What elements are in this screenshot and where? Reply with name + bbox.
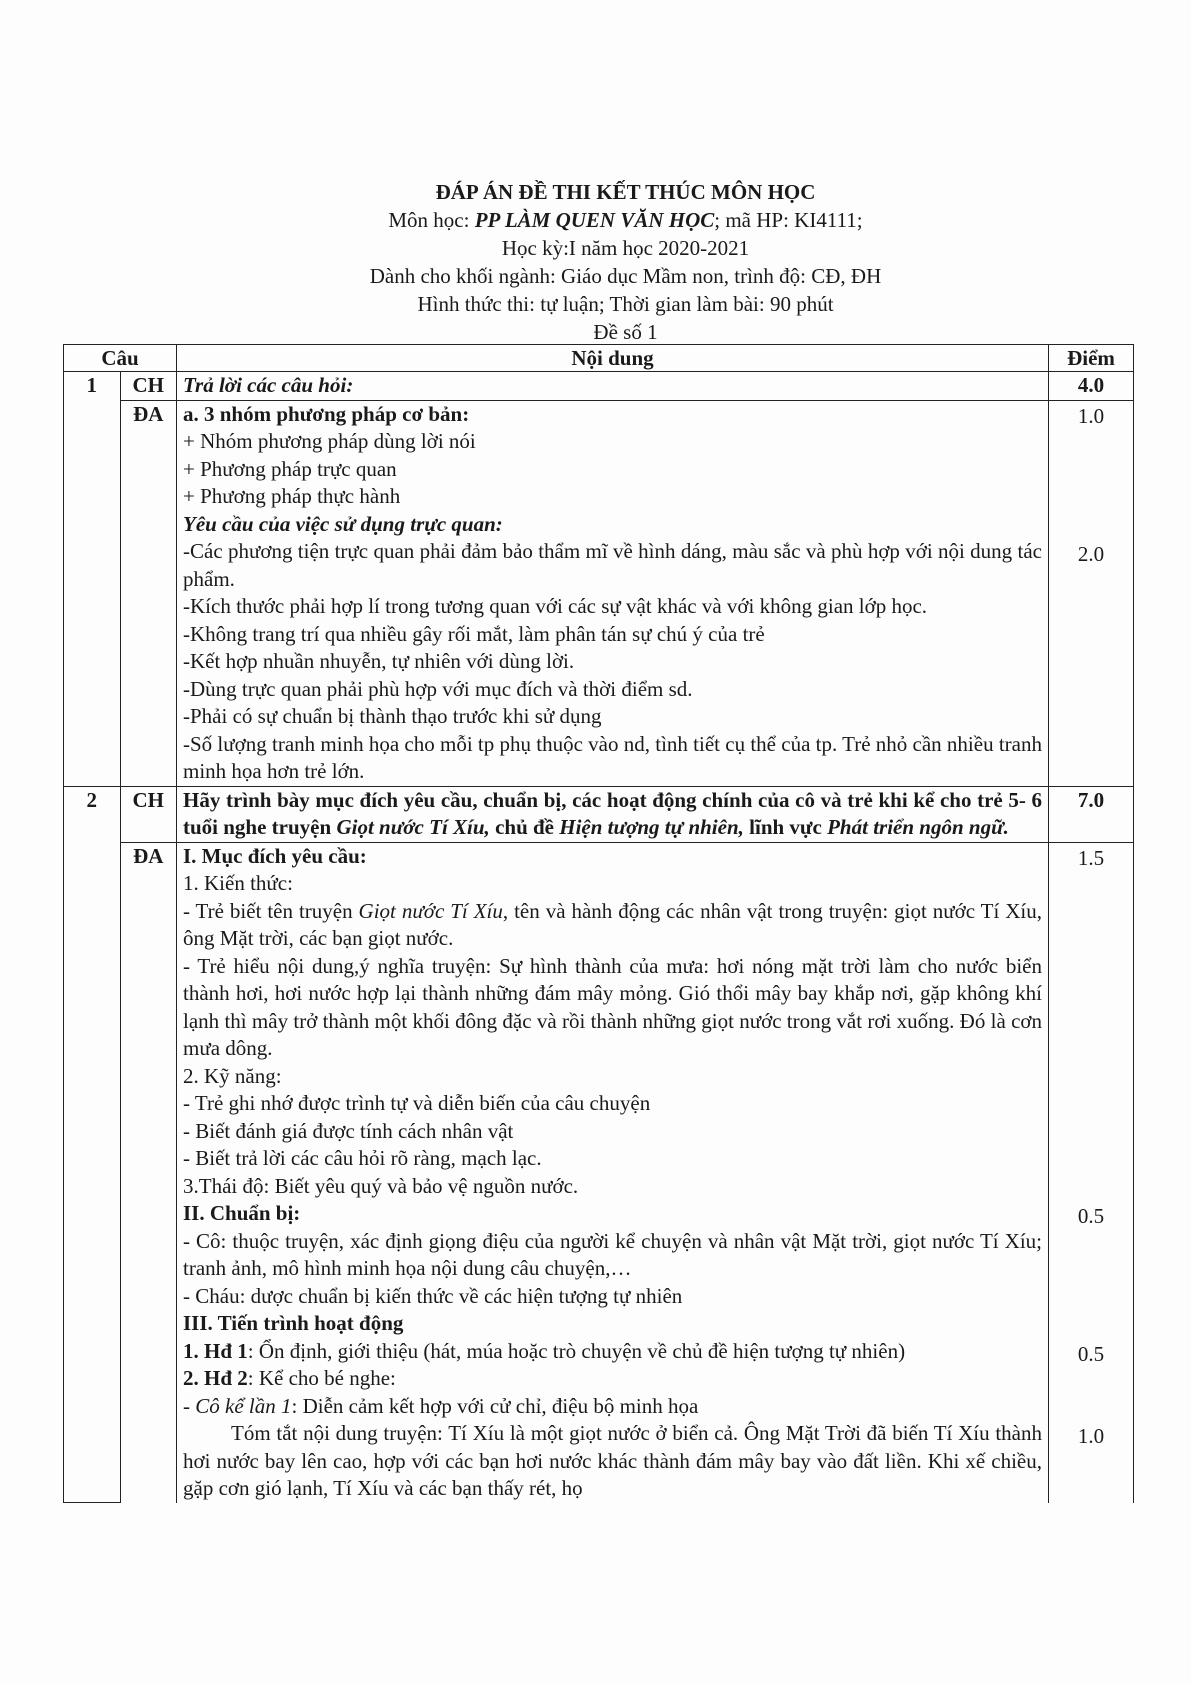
- q2-activity-label: 2. Hđ 2: [183, 1366, 248, 1390]
- subject-name: PP LÀM QUEN VĂN HỌC: [474, 208, 715, 232]
- subject-code: ; mã HP: KI4111;: [714, 208, 863, 232]
- semester-line: Học kỳ:I năm học 2020-2021: [501, 236, 750, 260]
- q2-ch-tag: CH: [120, 786, 177, 842]
- q1-answer-line: + Phương pháp thực hành: [183, 484, 401, 508]
- q1-answer-subheading: Yêu cầu của việc sử dụng trực quan:: [183, 511, 503, 536]
- q1-answer-line: -Số lượng tranh minh họa cho mỗi tp phụ thuộc vào nd, tình tiết cụ thể của tp. Trẻ nhỏ cần nhiều tranh minh họa hơn trẻ lớn.: [183, 731, 1042, 783]
- q2-question: [177, 786, 1049, 842]
- q2-da-row: [64, 842, 1134, 1503]
- q1-score-b: 2.0: [1077, 541, 1105, 566]
- q1-da-tag: ĐA: [120, 400, 177, 786]
- q2-answer-line: [183, 1365, 1042, 1393]
- q2-answer-line: - Biết đánh giá được tính cách nhân vật: [183, 1118, 514, 1143]
- q2-score: 7.0: [1049, 786, 1134, 842]
- q2-story-title: Giọt nước Tí Xíu,: [336, 815, 490, 839]
- q1-answer-scores: [1049, 400, 1134, 786]
- q1-number: 1: [64, 372, 121, 787]
- q2-score-prep: 0.5: [1077, 1203, 1105, 1228]
- document-title: ĐÁP ÁN ĐỀ THI KẾT THÚC MÔN HỌC: [435, 180, 816, 204]
- q2-score-summary: 1.0: [1077, 1423, 1105, 1448]
- q2-subheading: 2. Kỹ năng:: [183, 1063, 282, 1088]
- q1-answer-line: + Phương pháp trực quan: [183, 456, 397, 481]
- q1-answer-line: -Không trang trí qua nhiều gây rối mắt, làm phân tán sự chú ý của trẻ: [183, 621, 765, 646]
- q2-answer-line: [183, 1338, 1042, 1366]
- answer-table: [63, 344, 1134, 1503]
- q1-answer-line: -Kết hợp nhuần nhuyễn, tự nhiên với dùng lời.: [183, 649, 575, 673]
- q2-ch-row: [64, 786, 1134, 842]
- q1-da-row: [64, 400, 1134, 786]
- q2-question-text: Hãy trình bày mục đích yêu cầu, chuẩn bị, các hoạt động chính của cô và trẻ khi kể cho trẻ 5- 6 tuổi nghe truyện: [183, 787, 1042, 839]
- q1-score: 4.0: [1049, 372, 1134, 401]
- q2-summary: Tóm tắt nội dung truyện: Tí Xíu là một giọt nước ở biển cả. Ông Mặt Trời đã biến Tí Xíu thành hơi nước bay lên cao, hợp với các bạn hơi nước khác thành đám mây bay vào đất liền. Khi xế chiều, gặp cơn gió lạnh, Tí Xíu và các bạn thấy rét, họ: [183, 1421, 1042, 1500]
- q2-italic-label: - Cô kể lần 1: [183, 1393, 292, 1418]
- q2-story-title-italic: Giọt nước Tí Xíu: [358, 898, 503, 923]
- q1-ch-tag: CH: [120, 372, 177, 401]
- q2-answer-line: [183, 898, 1042, 953]
- q2-field: Phát triển ngôn ngữ.: [827, 815, 1009, 839]
- q2-score-purpose: 1.5: [1077, 845, 1105, 870]
- q2-heading-activities: III. Tiến trình hoạt động: [183, 1311, 404, 1335]
- q2-answer-line: - Trẻ hiểu nội dung,ý nghĩa truyện: Sự hình thành của mưa: hơi nóng mặt trời làm cho nước biển thành hơi, hơi nước hợp lại thành những đám mây mỏng. Gió thổi mây bay khắp nơi, gặp không khí lạnh thì mây trở thành một khối đông đặc và rồi thành những giọt nước trong vắt rơi xuống. Đó là cơn mưa dông.: [183, 953, 1042, 1060]
- q2-answer-line: 3.Thái độ: Biết yêu quý và bảo vệ nguồn nước.: [183, 1173, 579, 1198]
- q1-answer-line: -Kích thước phải hợp lí trong tương quan với các sự vật khác và với không gian lớp học.: [183, 594, 928, 618]
- q2-text: , tên và hành động các nhân vật trong truyện: giọt nước Tí Xíu, ông Mặt trời, các bạn giọt nước.: [183, 898, 1042, 950]
- table-header-row: [64, 345, 1134, 372]
- q1-answer: [177, 400, 1049, 786]
- q2-text: : Kể cho bé nghe:: [247, 1366, 396, 1390]
- q2-heading-purpose: I. Mục đích yêu cầu:: [183, 843, 367, 868]
- header-noidung: Nội dung: [177, 345, 1049, 372]
- subject-line: [60, 206, 1191, 234]
- q1-answer-line: -Phải có sự chuẩn bị thành thạo trước khi sử dụng: [183, 704, 602, 728]
- header-cau: Câu: [64, 345, 177, 372]
- q2-number: 2: [64, 786, 121, 1503]
- format-line: Hình thức thi: tự luận; Thời gian làm bài: 90 phút: [417, 292, 834, 316]
- q2-question-text: chủ đề: [489, 815, 560, 839]
- q2-answer-line: - Cháu: dược chuẩn bị kiến thức về các hiện tượng tự nhiên: [183, 1283, 683, 1308]
- q2-score-hd2: 0.5: [1077, 1341, 1105, 1366]
- q2-answer-line: - Biết trả lời các câu hỏi rõ ràng, mạch lạc.: [183, 1146, 542, 1170]
- q2-text: - Trẻ biết tên truyện: [183, 898, 359, 923]
- q1-question: Trả lời các câu hỏi:: [177, 372, 1049, 401]
- q2-text: : Diễn cảm kết hợp với cử chỉ, điệu bộ minh họa: [291, 1393, 699, 1418]
- q2-answer-scores: [1049, 842, 1134, 1503]
- q2-heading-prep: II. Chuẩn bị:: [183, 1201, 301, 1225]
- q1-answer-line: -Các phương tiện trực quan phải đảm bảo thẩm mĩ về hình dáng, màu sắc và phù hợp với nội dung tác phẩm.: [183, 539, 1042, 591]
- q2-da-tag: ĐA: [120, 842, 177, 1503]
- exam-number: Đề số 1: [593, 320, 658, 344]
- q2-answer-line: - Cô: thuộc truyện, xác định giọng điệu của người kể chuyện và nhân vật Mặt trời, giọt nước Tí Xíu; tranh ảnh, mô hình minh họa nội dung câu chuyện,…: [183, 1228, 1042, 1280]
- q2-text: : Ổn định, giới thiệu (hát, múa hoặc trò chuyện về chủ đề hiện tượng tự nhiên): [247, 1338, 906, 1363]
- q2-subheading: 1. Kiến thức:: [183, 871, 293, 895]
- document-header: [0, 178, 1191, 346]
- q2-answer-line: - Trẻ ghi nhớ được trình tự và diễn biến của câu chuyện: [183, 1091, 651, 1115]
- audience-line: Dành cho khối ngành: Giáo dục Mầm non, trình độ: CĐ, ĐH: [369, 264, 882, 288]
- header-diem: Điểm: [1049, 345, 1134, 372]
- q2-answer-line: [183, 1393, 1042, 1421]
- q1-score-a: 1.0: [1077, 403, 1105, 428]
- q2-activity-label: 1. Hđ 1: [183, 1338, 248, 1363]
- q2-theme: Hiện tượng tự nhiên,: [559, 815, 744, 839]
- subject-prefix: Môn học:: [388, 208, 475, 232]
- q1-answer-line: -Dùng trực quan phải phù hợp với mục đích và thời điểm sd.: [183, 676, 693, 701]
- q2-question-text: lĩnh vực: [743, 815, 828, 839]
- q1-answer-line: + Nhóm phương pháp dùng lời nói: [183, 429, 476, 453]
- q1-answer-heading: a. 3 nhóm phương pháp cơ bản:: [183, 401, 470, 426]
- q2-answer: [177, 842, 1049, 1503]
- q1-ch-row: [64, 372, 1134, 401]
